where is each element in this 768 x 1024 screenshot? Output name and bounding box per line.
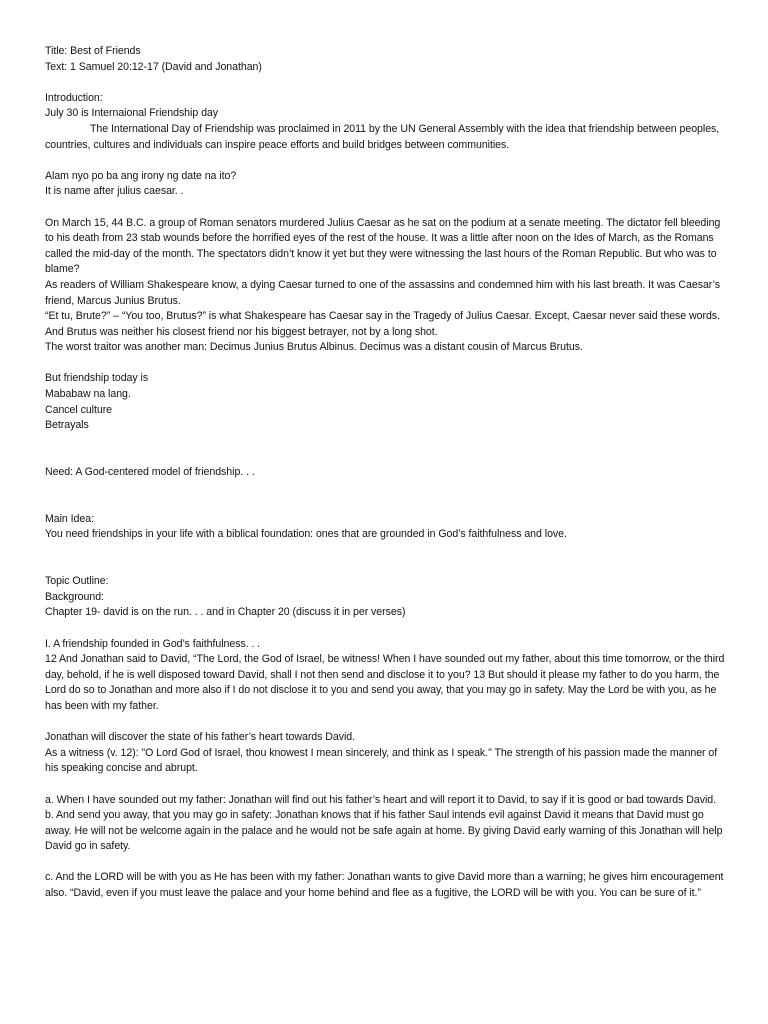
caesar-paragraph: On March 15, 44 B.C. a group of Roman senators murdered Julius Caesar as he sat on the podium at a senate meeting. The dictator fell bleeding to his death from 23 stab wounds before the horrified eyes of the rest of the house. It was a little after noon on the Ides of March, as the Romans called the mid-day of the month. The spectators didn’t know it yet but they were witnessing the last hours of the Roman Republic. But who was to blame? [45, 216, 721, 276]
main-idea-text: You need friendships in your life with a biblical foundation: ones that are grounded in God’s faithfulness and love. [45, 528, 567, 541]
discover-line: Jonathan will discover the state of his father’s heart towards David. [45, 731, 356, 744]
friendship-today-line: But friendship today is [45, 372, 149, 385]
point-a-paragraph: a. When I have sounded out my father: Jonathan will find out his father’s heart and will report it to David, to say if it is good or bad towards David. [45, 793, 717, 806]
chapter-line: Chapter 19- david is on the run. . . and in Chapter 20 (discuss it in per verses) [45, 606, 406, 619]
introduction-heading: Introduction: [45, 91, 103, 104]
verse-paragraph: 12 And Jonathan said to David, “The Lord, the God of Israel, be witness! When I have sounded out my father, about this time tomorrow, or the third day, behold, if he is well disposed toward David, shall I not then send and disclose it to you? 13 But should it please my father to do you harm, the Lord do so to Jonathan and more also if I do not disclose it to you and send you away, that you may go in safety. May the Lord be with you, as he has been with my father. [45, 653, 725, 712]
point-b-paragraph: b. And send you away, that you may go in safety: Jonathan knows that if his father Saul intends evil against David it means that David must go away. He will not be welcome again in the palace and he would not be safe again at home. By giving David early warning of this Jonathan will help David go in safety. [45, 809, 723, 853]
list-item: Cancel culture [45, 403, 113, 416]
friendship-day-line: July 30 is Internaional Friendship day [45, 107, 218, 120]
list-item: Betrayals [45, 419, 89, 432]
friendship-day-paragraph: The International Day of Friendship was proclaimed in 2011 by the UN General Assembly with the idea that friendship between peoples, countries, cultures and individuals can inspire peace efforts and build bridges between communities. [45, 122, 720, 151]
point-c-paragraph: c. And the LORD will be with you as He has been with my father: Jonathan wants to give David more than a warning; he gives him encouragement also. “David, even if you must leave the palace and your home behind and flee as a fugitive, the LORD will be with you. You can be sure of it.” [45, 871, 724, 900]
scripture-text: Text: 1 Samuel 20:12-17 (David and Jonathan) [45, 60, 262, 73]
outline-heading: Topic Outline: [45, 575, 109, 588]
main-idea-heading: Main Idea: [45, 512, 94, 525]
irony-question: Alam nyo po ba ang irony ng date na ito? [45, 169, 237, 182]
witness-paragraph: As a witness (v. 12): "O Lord God of Israel, thou knowest I mean sincerely, and think as I speak." The strength of his passion made the manner of his speaking concise and abrupt. [45, 746, 718, 775]
point-one-title: I. A friendship founded in God’s faithfulness. . . [45, 637, 261, 650]
document-body [45, 44, 728, 902]
shakespeare-paragraph: As readers of William Shakespeare know, a dying Caesar turned to one of the assassins and condemned him with his last breath. It was Caesar’s friend, Marcus Junius Brutus. [45, 278, 721, 307]
irony-answer: It is name after julius caesar. . [45, 185, 184, 198]
traitor-paragraph: The worst traitor was another man: Decimus Junius Brutus Albinus. Decimus was a distant cousin of Marcus Brutus. [45, 341, 583, 354]
background-heading: Background: [45, 590, 104, 603]
list-item: Mababaw na lang. [45, 388, 131, 401]
et-tu-paragraph: “Et tu, Brute?” – “You too, Brutus?” is what Shakespeare has Caesar say in the Tragedy of Julius Caesar. Except, Caesar never said these words. And Brutus was neither his closest friend nor his biggest betrayer, not by a long shot. [45, 310, 720, 338]
sermon-title: Title: Best of Friends [45, 45, 141, 57]
need-statement: Need: A God-centered model of friendship. . . [45, 466, 255, 479]
